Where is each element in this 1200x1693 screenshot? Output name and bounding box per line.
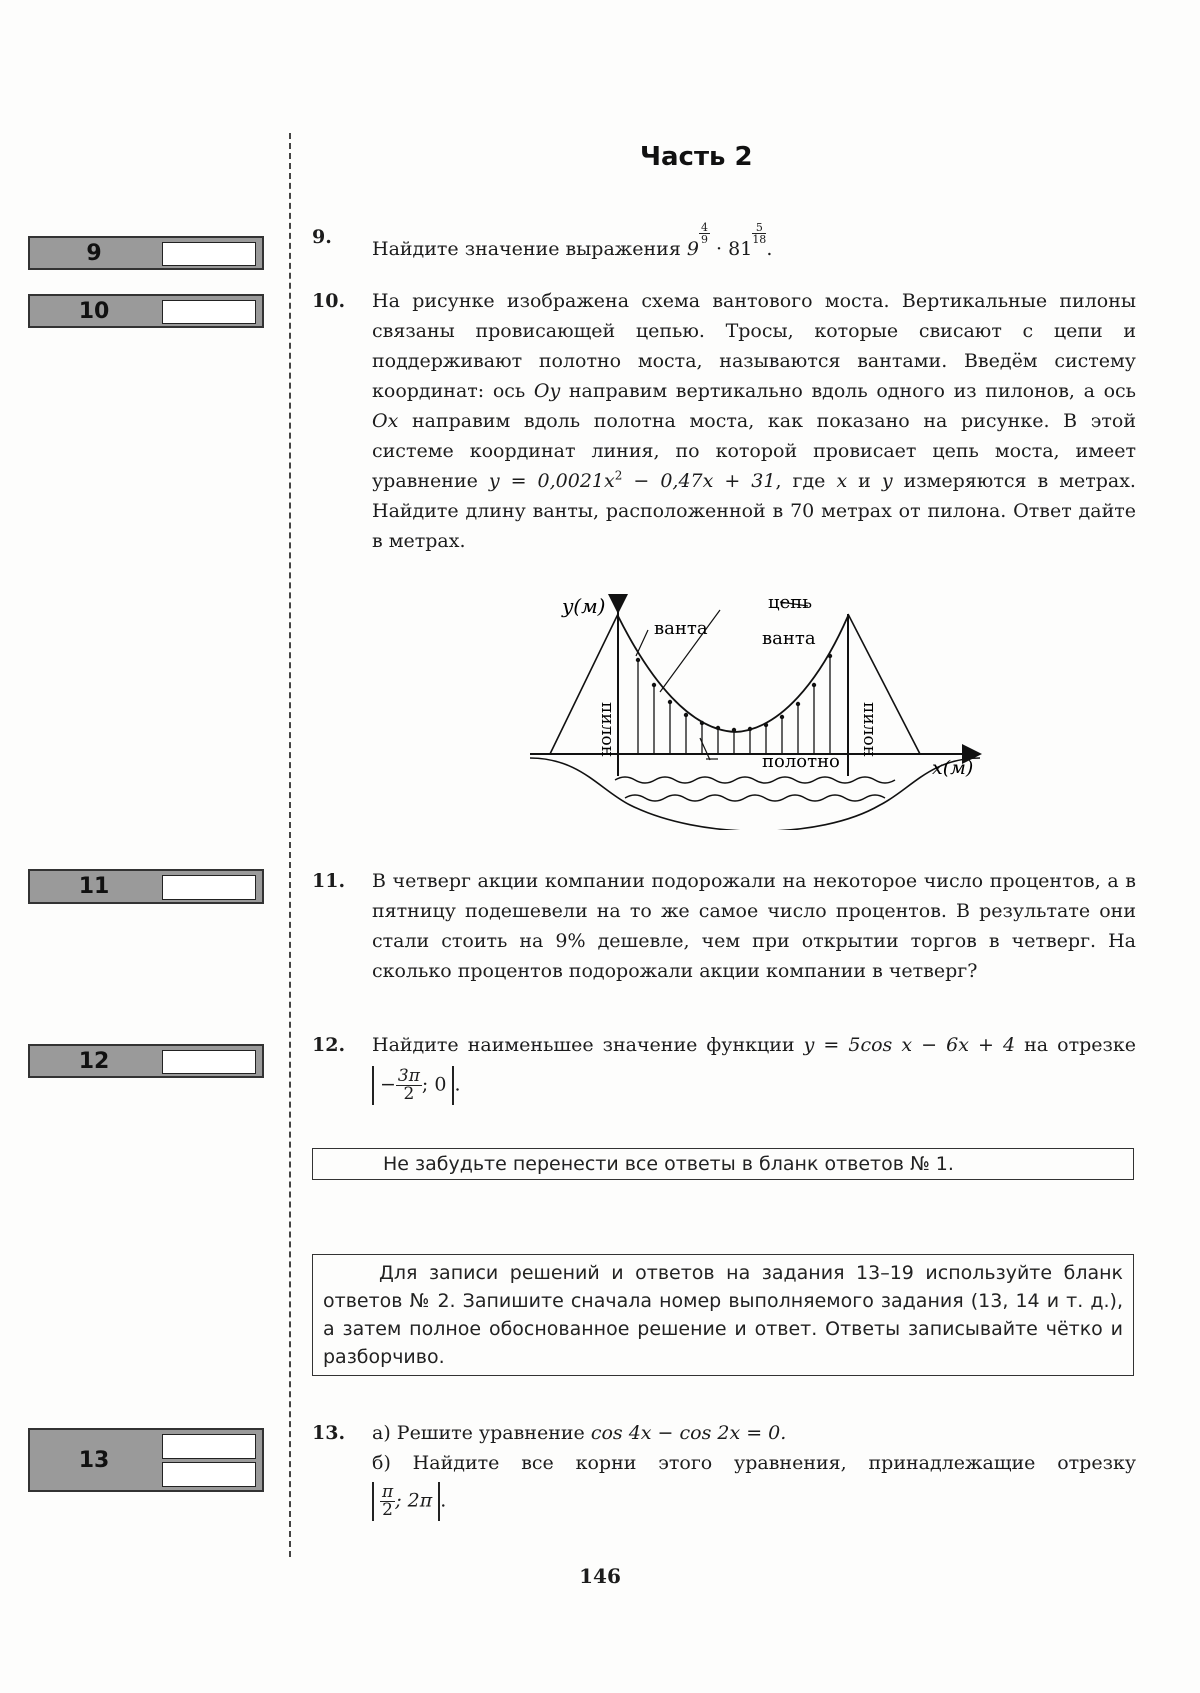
interval: − $\frac{3\pi}{2}$ ; 0 [372,1066,454,1105]
punctuation: . [454,1073,461,1096]
x-axis-label: x(м) [932,757,974,779]
multiply-dot: · [716,238,723,260]
answer-field-12[interactable] [162,1050,256,1074]
task-text: На рисунке изображена схема вантового моста. Вертикальные пилоны связаны провисающей цепью. Тросы, которые свисают с цепи и поддерживают полотно моста, называются вантами. Введём систему координат: ось Oy направим вертикально вдоль одного из пилонов, а ось Ox направим вдоль полотна моста, как показано на рисунке. В этой системе координат линия, по которой провисает цепь моста, имеет уравнение $y = 0,0021x^2 - 0,47x + 31$, где x и y измеряются в метрах. Найдите длину ванты, расположенной в 70 метрах от пилона. Ответ дайте в метрах. [372,290,1137,552]
task-12 [312,1030,1136,1105]
expression-base: 81 [728,238,753,260]
task-text: Найдите наименьшее значение функции [372,1034,795,1056]
notice-text: Не забудьте перенести все ответы в бланк ответов № 1. [383,1153,954,1175]
task-number: 12. [312,1034,346,1056]
page-title: Часть 2 [640,142,753,172]
task-number: 11. [312,870,346,892]
answer-box-number: 11 [78,874,110,899]
riverbed [530,758,980,830]
interval: $\frac{\pi}{2}$ ; 2π [372,1482,440,1521]
notice-text: Для записи решений и ответов на задания 13–19 используйте бланк ответов № 2. Запишите сначала номер выполняемого задания (13, 14 и т. д.), а затем полное обоснованное решение и ответ. Ответы записывайте чётко и разборчиво. [323,1262,1123,1368]
punctuation: . [440,1489,447,1512]
task-11 [312,866,1136,986]
answer-field-13b[interactable] [162,1462,256,1487]
cut-line [289,133,291,1557]
pylon-stay [848,614,920,754]
task-10 [312,286,1136,556]
task-9 [312,222,1136,264]
answer-box-10 [28,294,264,328]
answer-box-13 [28,1428,264,1492]
chain-label: цепь [768,592,813,613]
answer-box-number: 13 [78,1447,110,1473]
pylon-label-left: пилон [597,702,617,758]
page-number: 146 [579,1564,621,1588]
answer-field-11[interactable] [162,875,256,900]
task-number: 10. [312,290,346,312]
answer-field-10[interactable] [162,300,256,324]
answer-box-number: 10 [78,298,110,324]
vanta-label-right: ванта [762,628,816,649]
answer-box-11 [28,869,264,904]
task-text: б) Найдите все корни этого уравнения, принадлежащие отрезку [372,1452,1136,1474]
water-wave [615,777,895,783]
exponent-fraction: $\frac{5}{18}$ [752,221,767,246]
answer-box-number: 12 [78,1048,110,1074]
bridge-diagram [520,590,990,830]
answer-field-9[interactable] [162,242,256,266]
hangers [638,656,830,754]
task-text: на отрезке [1024,1034,1136,1056]
punctuation: . [766,238,773,260]
task-13 [312,1418,1136,1521]
answer-box-9 [28,236,264,270]
expression-base: 9 [686,238,699,260]
notice-solutions [312,1254,1134,1376]
pylon-label-right: пилон [859,702,879,758]
vanta-label-left: ванта [654,618,708,639]
function-expression: y = 5cos x − 6x + 4 [803,1034,1016,1056]
y-axis-label: y(м) [562,594,606,618]
task-number: 9. [312,226,332,248]
answer-field-13a[interactable] [162,1434,256,1459]
exponent-fraction: $\frac{4}{9}$ [700,221,708,246]
task-number: 13. [312,1422,346,1444]
task-text: а) Решите уравнение [372,1422,585,1444]
equation: cos 4x − cos 2x = 0. [590,1422,787,1444]
answer-box-12 [28,1044,264,1078]
water-wave [625,795,885,801]
callout-line [636,630,648,656]
notice-transfer-answers [312,1148,1134,1180]
answer-box-number: 9 [86,240,102,266]
deck-label: полотно [762,751,840,772]
task-text: В четверг акции компании подорожали на некоторое число процентов, а в пятницу подешевели на то же самое число процентов. В результате они стали стоить на 9% дешевле, чем при открытии торгов в четверг. На сколько процентов подорожали акции компании в четверг? [372,870,1136,982]
task-text: Найдите значение выражения [372,238,681,260]
